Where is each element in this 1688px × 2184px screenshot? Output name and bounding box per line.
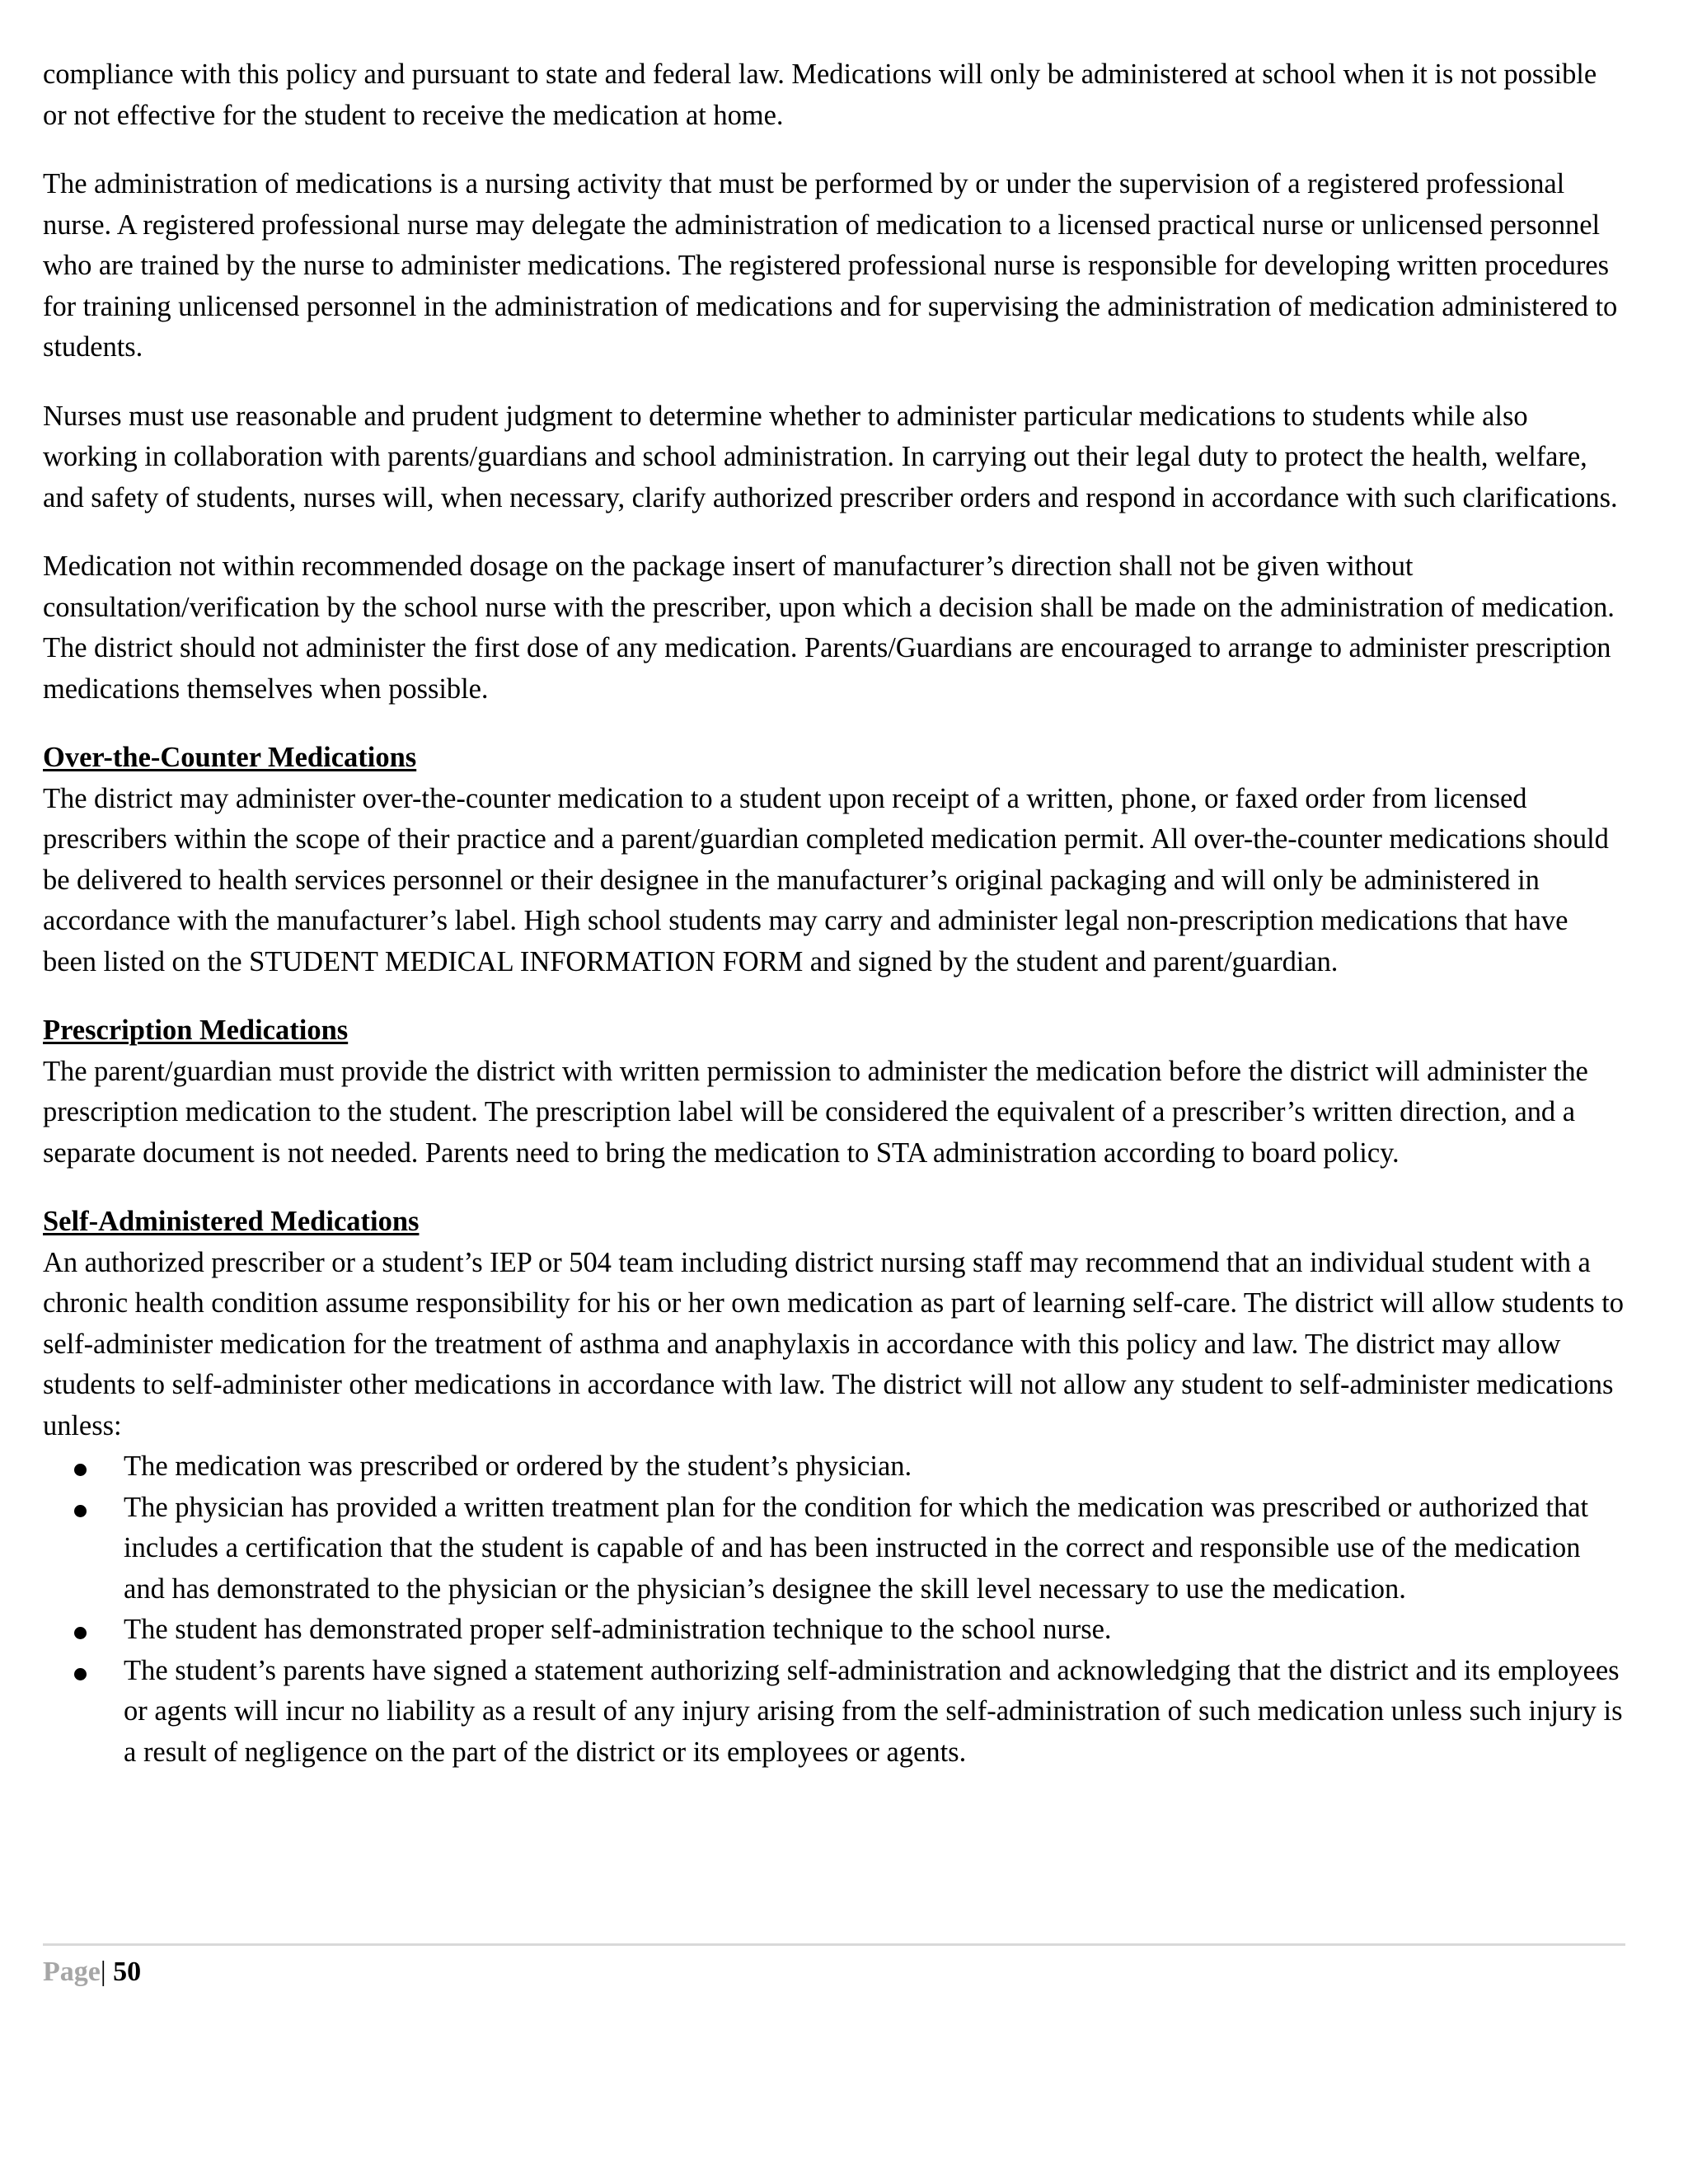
paragraph-dosage-limits: Medication not within recommended dosage on the package insert of manufacturer’s direction shall not be given without consultation/verification by the school nurse with the prescriber, upon which a decision shall be made on the administration of medication. The district should not administer the first dose of any medication. Parents/Guardians are encouraged to arrange to administer prescription medications themselves when possible. [43, 551, 1615, 705]
heading-self-administered-medications [43, 1202, 1625, 1243]
page-footer [43, 1943, 1625, 1990]
list-item [43, 1446, 1625, 1488]
paragraph-continuation: compliance with this policy and pursuant to state and federal law. Medications will only be administered at school when it is not possible or not effective for the student to receive the medication at home. [43, 59, 1597, 131]
section-over-the-counter [43, 738, 1625, 982]
bullet-icon [74, 1610, 89, 1651]
footer-page-indicator [43, 1954, 1625, 1990]
footer-separator: | [100, 1957, 106, 1987]
paragraph-over-the-counter-body: The district may administer over-the-counter medication to a student upon receipt of a written, phone, or faxed order from licensed prescribers within the scope of their practice and a parent/guardian completed medication permit. All over-the-counter medications should be delivered to health services personnel or their designee in the manufacturer’s original packaging and will only be administered in accordance with the manufacturer’s label. High school students may carry and administer legal non-prescription medications that have been listed on the STUDENT MEDICAL INFORMATION FORM and signed by the student and parent/guardian. [43, 782, 1609, 977]
self-administration-conditions-list [43, 1446, 1625, 1773]
heading-over-the-counter-medications-text: Over-the-Counter Medications [43, 742, 417, 773]
heading-prescription-medications-text: Prescription Medications [43, 1015, 349, 1046]
heading-prescription-medications [43, 1010, 1625, 1052]
footer-divider [43, 1943, 1625, 1946]
section-self-administered [43, 1202, 1625, 1446]
list-item [43, 1651, 1625, 1774]
footer-page-number: 50 [113, 1957, 142, 1987]
paragraph-prescription-body: The parent/guardian must provide the district with written permission to administer the medication before the district will administer the prescription medication to the student. The prescription label will be considered the equivalent of a prescriber’s written direction, and a separate document is not needed. Parents need to bring the medication to STA administration according to board policy. [43, 1055, 1588, 1169]
list-item-label: The student’s parents have signed a statement authorizing self-administration and acknowledging that the district and its employees or agents will incur no liability as a result of any injury arising from the self-administration of such medication unless such injury is a result of negligence on the part of the district or its employees or agents. [124, 1654, 1623, 1768]
list-item [43, 1488, 1625, 1610]
heading-self-administered-medications-text: Self-Administered Medications [43, 1206, 420, 1237]
bullet-icon [74, 1446, 89, 1488]
list-item-label: The student has demonstrated proper self-administration technique to the school nurse. [124, 1614, 1112, 1645]
footer-page-label: Page [43, 1957, 101, 1987]
paragraph-administration-of-medications: The administration of medications is a nursing activity that must be performed by or under the supervision of a registered professional nurse. A registered professional nurse may delegate the administration of medication to a licensed practical nurse or unlicensed personnel who are trained by the nurse to administer medications. The registered professional nurse is responsible for developing written procedures for training unlicensed personnel in the administration of medications and for supervising the administration of medication administered to students. [43, 168, 1618, 363]
list-item-label: The medication was prescribed or ordered by the student’s physician. [124, 1451, 912, 1482]
paragraph-self-administered-body: An authorized prescriber or a student’s IEP or 504 team including district nursing staff may recommend that an individual student with a chronic health condition assume responsibility for his or her own medication as part of learning self-care. The district will allow students to self-administer medication for the treatment of asthma and anaphylaxis in accordance with this policy and law. The district may allow students to self-administer other medications in accordance with law. The district will not allow any student to self-administer medications unless: [43, 1246, 1624, 1441]
list-item [43, 1610, 1625, 1651]
page-content [43, 54, 1625, 1773]
bullet-icon [74, 1651, 89, 1692]
paragraph-nurses-judgment: Nurses must use reasonable and prudent judgment to determine whether to administer particular medications to students while also working in collaboration with parents/guardians and school administration. In carrying out their legal duty to protect the health, welfare, and safety of students, nurses will, when necessary, clarify authorized prescriber orders and respond in accordance with such clarifications. [43, 400, 1618, 513]
section-prescription [43, 1010, 1625, 1174]
list-item-label: The physician has provided a written treatment plan for the condition for which the medication was prescribed or authorized that includes a certification that the student is capable of and has been instructed in the correct and responsible use of the medication and has demonstrated to the physician or the physician’s designee the skill level necessary to use the medication. [124, 1491, 1589, 1605]
bullet-icon [74, 1488, 89, 1529]
heading-over-the-counter-medications [43, 738, 1625, 779]
